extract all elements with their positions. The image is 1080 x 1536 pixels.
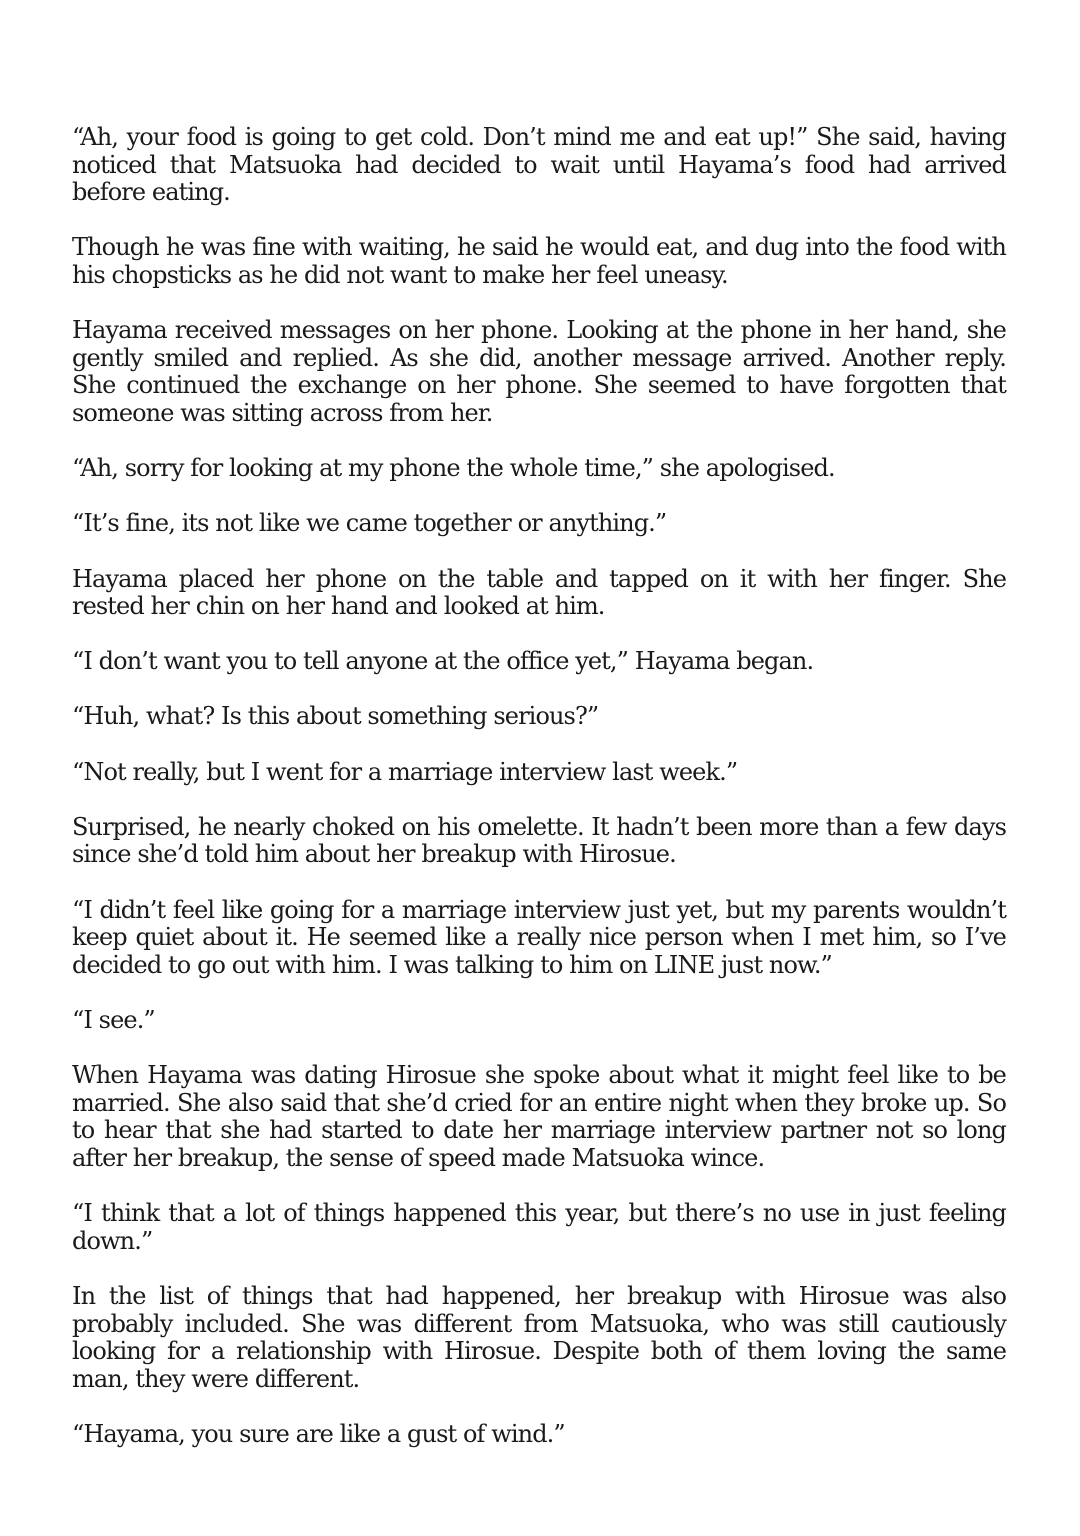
paragraph: “I don’t want you to tell anyone at the office yet,” Hayama began. xyxy=(72,647,814,676)
paragraph: Hayama placed her phone on the table and tapped on it with her finger. She rested her chin on her hand and looked at him. xyxy=(72,564,1006,621)
paragraph: “I think that a lot of things happened this year, but there’s no use in just feeling down.” xyxy=(72,1199,1006,1255)
paragraph: Surprised, he nearly choked on his omelette. It hadn’t been more than a few days since she’d told him about her breakup with Hirosue. xyxy=(72,812,1006,869)
paragraph: Hayama received messages on her phone. Looking at the phone in her hand, she gently smiled and replied. As she did, another message arrived. Another reply. She continued the exchange on her phone. She seemed to have forgotten that someone was sitting across from her. xyxy=(72,316,1006,427)
paragraph: “Ah, your food is going to get cold. Don’t mind me and eat up!” She said, having noticed that Matsuoka had decided to wait until Hayama’s food had arrived before eating. xyxy=(72,123,1006,207)
paragraph: “Hayama, you sure are like a gust of wind.” xyxy=(72,1419,565,1448)
document-page xyxy=(72,124,1006,1476)
paragraph: “I see.” xyxy=(72,1006,155,1034)
paragraph: “Ah, sorry for looking at my phone the whole time,” she apologised. xyxy=(72,454,835,483)
paragraph: “Huh, what? Is this about something serious?” xyxy=(72,702,599,731)
paragraph: In the list of things that had happened, her breakup with Hirosue was also probably included. She was different from Matsuoka, who was still cautiously looking for a relationship with Hirosue. Despite both of them loving the same man, they were different. xyxy=(72,1281,1006,1393)
paragraph: “Not really, but I went for a marriage interview last week.” xyxy=(72,757,738,786)
paragraph: Though he was fine with waiting, he said he would eat, and dug into the food with his chopsticks as he did not want to make her feel uneasy. xyxy=(72,233,1006,289)
paragraph: “It’s fine, its not like we came together or anything.” xyxy=(72,509,667,538)
paragraph: “I didn’t feel like going for a marriage interview just yet, but my parents wouldn’t keep quiet about it. He seemed like a really nice person when I met him, so I’ve decided to go out with him. I was talking to him on LINE just now.” xyxy=(72,895,1006,979)
paragraph: When Hayama was dating Hirosue she spoke about what it might feel like to be married. She also said that she’d cried for an entire night when they broke up. So to hear that she had started to date her marriage interview partner not so long after her breakup, the sense of speed made Matsuoka wince. xyxy=(72,1061,1006,1172)
